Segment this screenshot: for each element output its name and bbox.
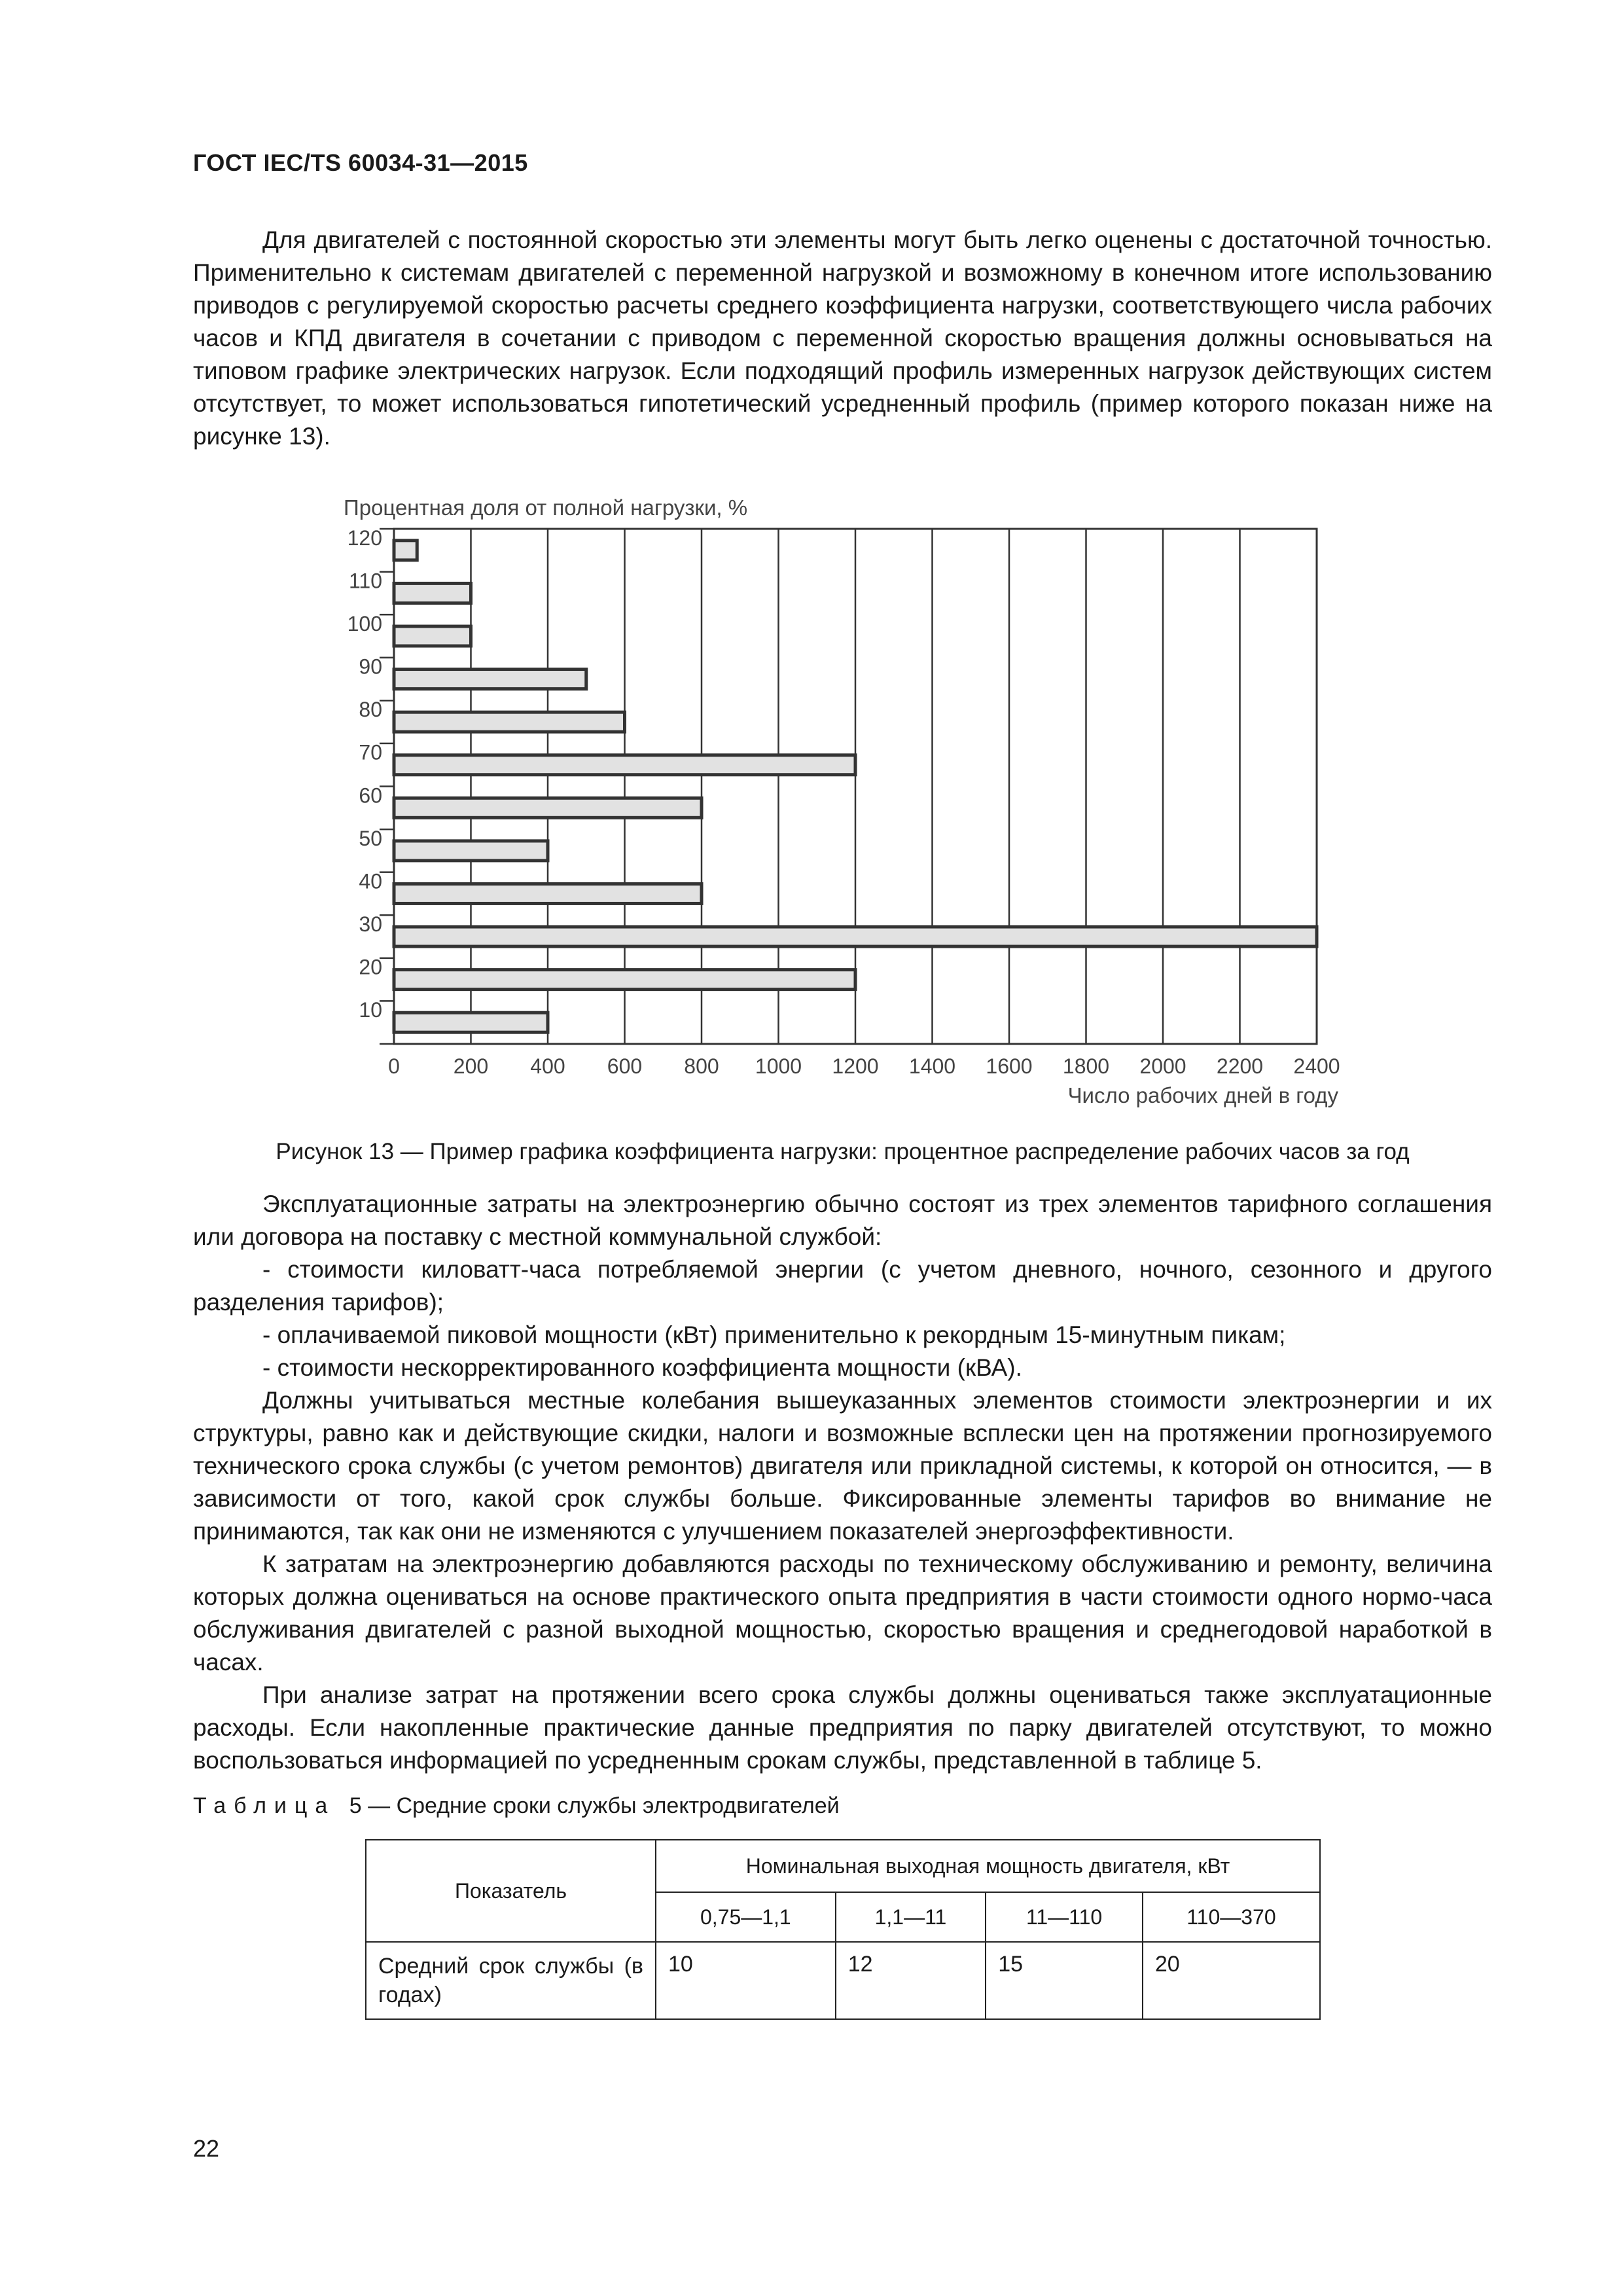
table-cell: 15	[986, 1942, 1143, 2019]
chart-bar	[394, 583, 471, 603]
table-header-range: 11—110	[986, 1892, 1143, 1942]
chart-x-ticks	[388, 1054, 1340, 1078]
intro-paragraph: Для двигателей с постоянной скоростью эти элементы могут быть легко оценены с достаточной точностью. Применительно к системам двигателей с переменной нагрузкой и возможному в конечном итоге использованию приводов с регулируемой скоростью расчеты среднего коэффициента нагрузки, соответствующего числа рабочих часов и КПД двигателя в сочетании с приводом с переменной скоростью вращения должны основываться на типовом графике электрических нагрузок. Если подходящий профиль измеренных нагрузок действующих систем отсутствует, то может использоваться гипотетический усредненный профиль (пример которого показан ниже на рисунке 13).	[193, 226, 1492, 450]
chart-grid	[394, 529, 1317, 1044]
table-header-indicator: Показатель	[366, 1840, 656, 1942]
chart-y-tick-label: 80	[359, 698, 382, 722]
chart-y-axis-label: Процентная доля от полной нагрузки, %	[344, 495, 748, 520]
bullet-item: - стоимости нескорректированного коэффициента мощности (кВА).	[262, 1354, 1022, 1381]
chart-y-tick-label: 110	[348, 569, 382, 593]
chart-bar	[394, 626, 471, 646]
chart-y-tick-label: 120	[347, 526, 382, 550]
table-cell: 12	[836, 1942, 986, 2019]
chart-x-tick-label: 200	[453, 1054, 489, 1078]
table-cell: 10	[656, 1942, 836, 2019]
chart-bar	[394, 541, 417, 560]
chart-x-tick-label: 0	[388, 1054, 400, 1078]
chart-x-tick-label: 600	[607, 1054, 643, 1078]
chart-y-tick-label: 30	[359, 912, 382, 937]
page-number: 22	[193, 2135, 220, 2162]
chart-x-tick-label: 1600	[986, 1054, 1033, 1078]
load-factor-chart	[327, 491, 1374, 1119]
chart-y-tick-label: 60	[359, 783, 382, 808]
chart-x-tick-label: 1000	[755, 1054, 802, 1078]
chart-bar	[394, 970, 855, 990]
chart-x-tick-label: 2200	[1216, 1054, 1264, 1078]
chart-bar	[394, 712, 625, 732]
chart-y-tick-label: 50	[359, 826, 382, 850]
chart-bar	[394, 755, 855, 775]
chart-x-tick-label: 800	[684, 1054, 719, 1078]
chart-y-tick-label: 70	[359, 740, 382, 764]
service-life-table	[365, 1839, 1321, 2020]
chart-bar	[394, 841, 548, 861]
chart-y-tick-label: 90	[359, 655, 382, 679]
local-variations-paragraph: Должны учитываться местные колебания вышеуказанных элементов стоимости электроэнергии и их структуры, равно как и действующие скидки, налоги и возможные всплески цен на протяжении прогнозируемого технического срока службы (с учетом ремонтов) двигателя или прикладной системы, к которой он относится, — в зависимости от того, какой срок службы больше. Фиксированные элементы тарифов во внимание не принимаются, так как они не изменяются с улучшением показателей энергоэффективности.	[193, 1387, 1492, 1545]
table-header-range: 1,1—11	[836, 1892, 986, 1942]
chart-bar	[394, 884, 702, 903]
table-header-power: Номинальная выходная мощность двигателя, кВт	[656, 1840, 1320, 1892]
chart-x-tick-label: 2000	[1139, 1054, 1186, 1078]
chart-y-tick-label: 10	[359, 998, 382, 1022]
chart-bar	[394, 927, 1317, 946]
chart-y-tick-label: 100	[347, 611, 382, 636]
document-header: ГОСТ IEC/TS 60034-31—2015	[193, 149, 528, 176]
chart-x-axis-label: Число рабочих дней в году	[1067, 1083, 1338, 1107]
bullet-item: - стоимости киловатт-часа потребляемой энергии (с учетом дневного, ночного, сезонного и другого разделения тарифов);	[193, 1256, 1492, 1316]
costs-paragraph: Эксплуатационные затраты на электроэнергию обычно состоят из трех элементов тарифного соглашения или договора на поставку с местной коммунальной службой:	[193, 1191, 1492, 1250]
table-cell: 20	[1143, 1942, 1320, 2019]
lifecycle-paragraph: При анализе затрат на протяжении всего срока службы должны оцениваться также эксплуатационные расходы. Если накопленные практические данные предприятия по парку двигателей отсутствуют, то можно воспользоваться информацией по усредненным срокам службы, представленной в таблице 5.	[193, 1681, 1492, 1774]
chart-bar	[394, 670, 586, 689]
chart-y-tick-label: 20	[359, 955, 382, 979]
table-header-range: 0,75—1,1	[656, 1892, 836, 1942]
chart-y-tick-label: 40	[359, 869, 382, 893]
bullet-item: - оплачиваемой пиковой мощности (кВт) применительно к рекордным 15-минутным пикам;	[262, 1321, 1286, 1348]
chart-x-tick-label: 1200	[832, 1054, 879, 1078]
chart-bar	[394, 798, 702, 817]
chart-x-tick-label: 400	[530, 1054, 565, 1078]
figure-caption: Рисунок 13 — Пример графика коэффициента нагрузки: процентное распределение рабочих часов за год	[276, 1139, 1410, 1164]
chart-y-ticks	[348, 526, 394, 1044]
table-header-range: 110—370	[1143, 1892, 1320, 1942]
table-row-label: Средний срок службы (в годах)	[366, 1942, 656, 2019]
maintenance-paragraph: К затратам на электроэнергию добавляются расходы по техническому обслуживанию и ремонту, величина которых должна оцениваться на основе практического опыта предприятия в части стоимости одного нормо-часа обслуживания двигателей с разной выходной мощностью, скоростью вращения и среднегодовой наработкой в часах.	[193, 1551, 1492, 1676]
chart-x-tick-label: 1400	[908, 1054, 956, 1078]
table-title	[193, 1793, 840, 1819]
table-label: Таблица	[193, 1793, 349, 1818]
chart-x-tick-label: 2400	[1293, 1054, 1340, 1078]
table-title-text: 5 — Средние сроки службы электродвигателей	[349, 1793, 840, 1818]
chart-bar	[394, 1013, 548, 1032]
chart-x-tick-label: 1800	[1062, 1054, 1110, 1078]
